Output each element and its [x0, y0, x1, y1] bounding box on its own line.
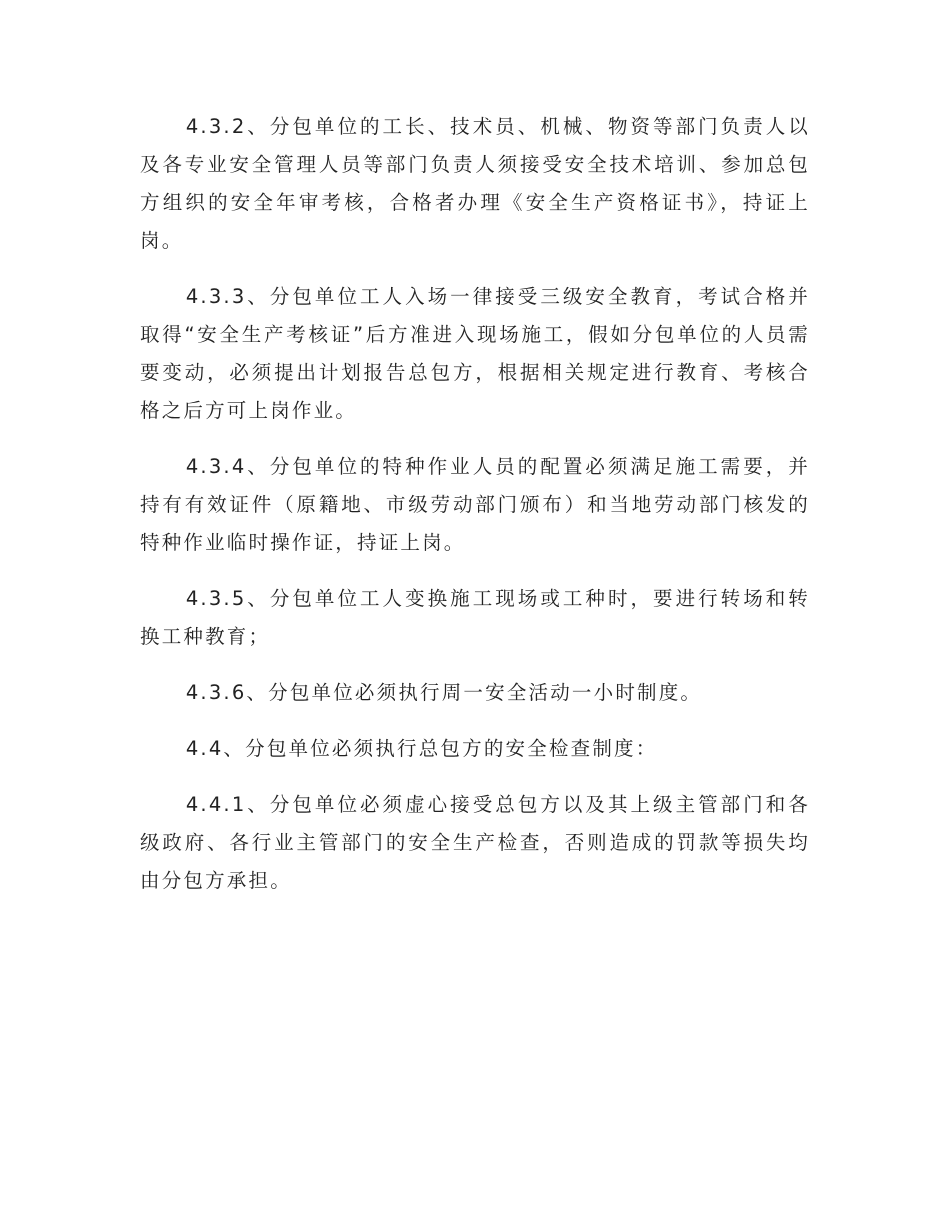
paragraph-4-3-5: 4.3.5、分包单位工人变换施工现场或工种时，要进行转场和转换工种教育； [140, 587, 810, 648]
paragraph-4-3-3: 4.3.3、分包单位工人入场一律接受三级安全教育，考试合格并取得“安全生产考核证”后方准进入现场施工，假如分包单位的人员需要变动，必须提出计划报告总包方，根据相关规定进行教育、考核合格之后方可上岗作业。 [140, 285, 810, 422]
document-body [140, 108, 810, 918]
paragraph-4-4: 4.4、分包单位必须执行总包方的安全检查制度： [185, 737, 658, 760]
paragraph-4-3-2: 4.3.2、分包单位的工长、技术员、机械、物资等部门负责人以及各专业安全管理人员等部门负责人须接受安全技术培训、参加总包方组织的安全年审考核，合格者办理《安全生产资格证书》，持证上岗。 [140, 115, 810, 252]
paragraph-4-4-1: 4.4.1、分包单位必须虚心接受总包方以及其上级主管部门和各级政府、各行业主管部门的安全生产检查，否则造成的罚款等损失均由分包方承担。 [140, 793, 810, 892]
paragraph-4-3-6: 4.3.6、分包单位必须执行周一安全活动一小时制度。 [185, 681, 703, 704]
paragraph-4-3-4: 4.3.4、分包单位的特种作业人员的配置必须满足施工需要，并持有有效证件（原籍地、市级劳动部门颁布）和当地劳动部门核发的特种作业临时操作证，持证上岗。 [140, 455, 810, 554]
